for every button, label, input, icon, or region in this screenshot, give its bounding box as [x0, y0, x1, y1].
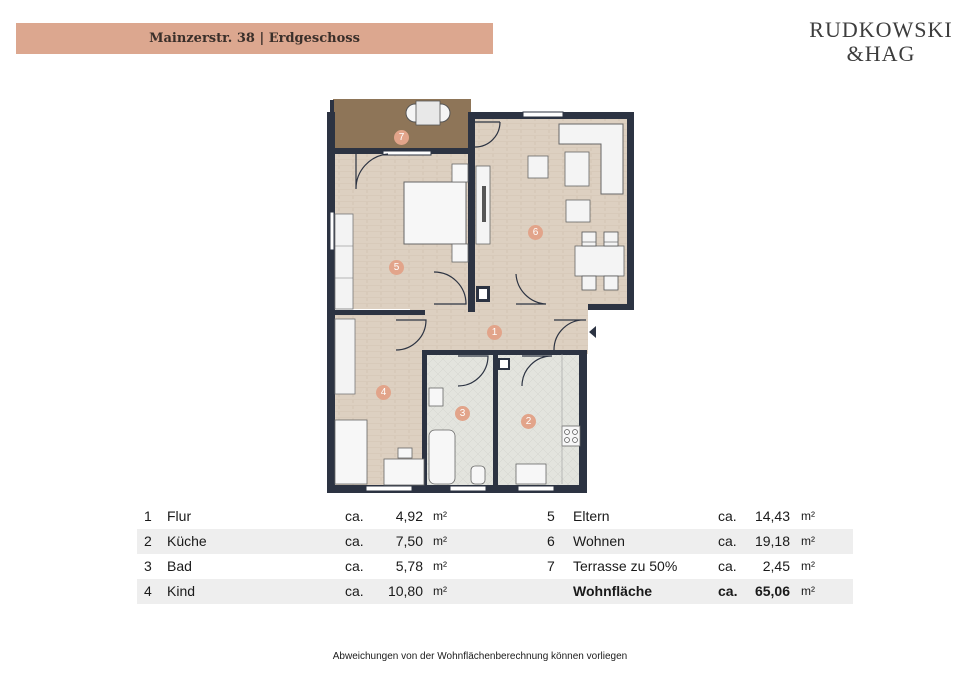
table-row [137, 554, 853, 579]
table-row [137, 529, 853, 554]
room-name: Küche [167, 533, 207, 549]
ca-label: ca. [718, 533, 737, 549]
ca-label: ca. [345, 533, 364, 549]
page-title: Mainzerstr. 38 | Erdgeschoss [149, 31, 360, 46]
room-area: 10,80 [387, 583, 423, 599]
title-bar [16, 23, 493, 54]
entrance-arrow-icon [589, 326, 596, 338]
ca-label: ca. [718, 558, 737, 574]
area-table [137, 504, 853, 604]
room-marker-5: 5 [389, 260, 404, 275]
room-name: Wohnen [573, 533, 625, 549]
room-marker-7: 7 [394, 130, 409, 145]
ca-label: ca. [345, 508, 364, 524]
unit-label: m² [433, 509, 447, 523]
floor-plan [318, 94, 648, 498]
room-marker-3: 3 [455, 406, 470, 421]
room-name: Eltern [573, 508, 610, 524]
total-area-value: 65,06 [754, 583, 790, 599]
ca-label: ca. [345, 583, 364, 599]
total-area-label: Wohnfläche [573, 583, 653, 599]
unit-label: m² [433, 534, 447, 548]
room-marker-1: 1 [487, 325, 502, 340]
room-name: Bad [167, 558, 192, 574]
room-number: 6 [547, 533, 555, 549]
room-name: Kind [167, 583, 196, 599]
ca-label: ca. [345, 558, 364, 574]
room-area: 5,78 [395, 558, 423, 574]
table-row [137, 579, 853, 604]
room-area: 2,45 [762, 558, 790, 574]
room-marker-2: 2 [521, 414, 536, 429]
room-number: 3 [144, 558, 152, 574]
disclaimer-footnote: Abweichungen von der Wohnflächenberechnung können vorliegen [332, 651, 628, 662]
unit-label: m² [801, 534, 815, 548]
logo-line-2: &HAG [846, 41, 916, 66]
unit-label: m² [433, 559, 447, 573]
room-name: Terrasse zu 50% [573, 558, 678, 574]
room-area: 14,43 [754, 508, 790, 524]
room-area: 19,18 [754, 533, 790, 549]
room-marker-6: 6 [528, 225, 543, 240]
unit-label: m² [801, 584, 815, 598]
room-number: 5 [547, 508, 555, 524]
room-number: 4 [144, 583, 152, 599]
ca-label: ca. [718, 508, 737, 524]
room-number: 7 [547, 558, 555, 574]
room-number: 1 [144, 508, 152, 524]
table-row [137, 504, 853, 529]
logo-line-1: RUDKOWSKI [809, 17, 953, 42]
unit-label: m² [801, 559, 815, 573]
unit-label: m² [801, 509, 815, 523]
room-area: 4,92 [395, 508, 423, 524]
room-area: 7,50 [395, 533, 423, 549]
room-marker-4: 4 [376, 385, 391, 400]
room-number: 2 [144, 533, 152, 549]
room-name: Flur [167, 508, 192, 524]
ca-label: ca. [718, 583, 738, 599]
unit-label: m² [433, 584, 447, 598]
brand-logo [806, 18, 956, 66]
